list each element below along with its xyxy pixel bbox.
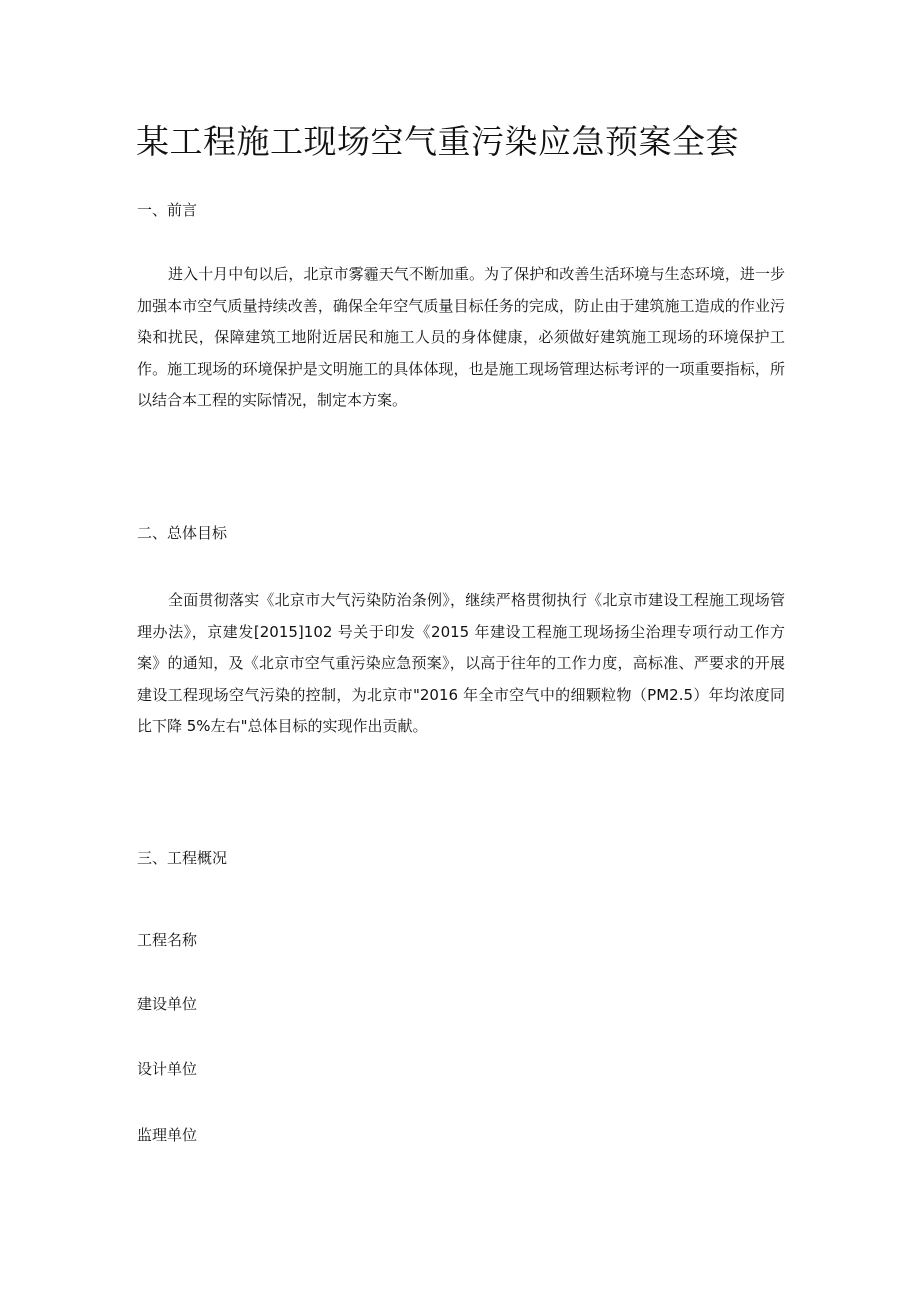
section-heading-project-overview: 三、工程概况 — [137, 849, 228, 867]
field-label-developer: 建设单位 — [137, 995, 198, 1013]
section-heading-preface: 一、前言 — [137, 201, 198, 219]
field-label-project-name: 工程名称 — [137, 931, 198, 949]
preface-paragraph: 进入十月中旬以后，北京市雾霾天气不断加重。为了保护和改善生活环境与生态环境，进一步加强本市空气质量持续改善，确保全年空气质量目标任务的完成，防止由于建筑施工造成的作业污染和扰民，保障建筑工地附近居民和施工人员的身体健康，必须做好建筑施工现场的环境保护工作。施工现场的环境保护是文明施工的具体体现，也是施工现场管理达标考评的一项重要指标，所以结合本工程的实际情况，制定本方案。 — [137, 265, 785, 410]
overall-goal-paragraph: 全面贯彻落实《北京市大气污染防治条例》，继续严格贯彻执行《北京市建设工程施工现场管理办法》，京建发[2015]102 号关于印发《2015 年建设工程施工现场扬尘治理专项行动工作方案》的通知，及《北京市空气重污染应急预案》，以高于往年的工作力度，高标准、严要求的开展建设工程现场空气污染的控制，为北京市"2016 年全市空气中的细颗粒物（PM2.5）年均浓度同比下降 5%左右"总体目标的实现作出贡献。 — [137, 591, 785, 736]
field-label-design-unit: 设计单位 — [137, 1060, 198, 1078]
document-title: 某工程施工现场空气重污染应急预案全套 — [136, 122, 739, 161]
section-heading-overall-goal: 二、总体目标 — [137, 524, 228, 542]
field-label-supervision-unit: 监理单位 — [137, 1126, 198, 1144]
